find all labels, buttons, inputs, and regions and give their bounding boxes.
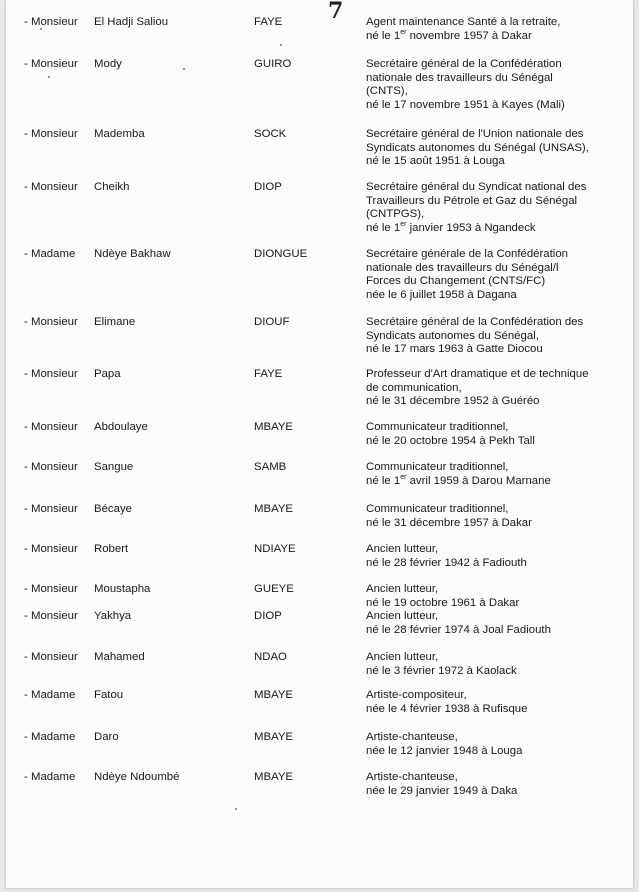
- description: [366, 503, 628, 530]
- description-line: de communication,: [366, 381, 462, 394]
- description-line: Forces du Changement (CNTS/FC): [366, 275, 546, 288]
- scan-speck: [48, 76, 50, 78]
- first-name: Elimane: [94, 316, 136, 328]
- salutation: - Monsieur: [24, 421, 78, 433]
- last-name: GUIRO: [254, 58, 292, 70]
- description-line: Ancien lutteur,: [366, 583, 439, 595]
- description-line: né le 1er novembre 1957 à Dakar: [366, 28, 532, 42]
- description-line: né le 17 novembre 1951 à Kayes (Mali): [366, 98, 565, 111]
- description: [366, 651, 628, 678]
- description: [366, 583, 628, 610]
- last-name: NDAO: [254, 651, 287, 663]
- description-line: Agent maintenance Santé à la retraite,: [366, 16, 561, 28]
- last-name: DIOP: [254, 610, 282, 622]
- description: [366, 461, 628, 488]
- first-name: Abdoulaye: [94, 421, 148, 433]
- salutation: - Monsieur: [24, 316, 78, 328]
- first-name: Mody: [94, 58, 122, 70]
- first-name: Fatou: [94, 689, 124, 701]
- description-line: Travailleurs du Pétrole et Gaz du Sénégal: [366, 194, 578, 207]
- description: [366, 181, 628, 235]
- description-line: Secrétaire général du Syndicat national des: [366, 181, 587, 193]
- salutation: - Madame: [24, 771, 76, 783]
- first-name: Ndèye Ndoumbé: [94, 771, 180, 783]
- description-line: né le 19 octobre 1961 à Dakar: [366, 596, 520, 609]
- salutation: - Monsieur: [24, 610, 78, 622]
- first-name: El Hadji Saliou: [94, 16, 169, 28]
- description-line: Communicateur traditionnel,: [366, 421, 509, 433]
- description-line: Artiste-chanteuse,: [366, 771, 458, 783]
- description-line: nationale des travailleurs du Sénégal: [366, 71, 553, 84]
- description: [366, 771, 628, 798]
- first-name: Bécaye: [94, 503, 132, 515]
- first-name: Yakhya: [94, 610, 132, 622]
- description: [366, 16, 628, 43]
- description-line: Communicateur traditionnel,: [366, 461, 509, 473]
- salutation: - Monsieur: [24, 181, 78, 193]
- description-line: Communicateur traditionnel,: [366, 503, 509, 515]
- description-line: né le 20 octobre 1954 à Pekh Tall: [366, 434, 535, 447]
- first-name: Mademba: [94, 128, 145, 140]
- first-name: Mahamed: [94, 651, 145, 663]
- description-line: Ancien lutteur,: [366, 651, 439, 663]
- last-name: MBAYE: [254, 503, 294, 515]
- description-line: née le 6 juillet 1958 à Dagana: [366, 288, 517, 301]
- first-name: Cheikh: [94, 181, 130, 193]
- salutation: - Madame: [24, 731, 76, 743]
- first-name: Sangue: [94, 461, 134, 473]
- scan-speck: [40, 28, 42, 30]
- scan-speck: [280, 44, 282, 46]
- description-line: Artiste-chanteuse,: [366, 731, 458, 743]
- description: [366, 421, 628, 448]
- description-line: né le 28 février 1942 à Fadiouth: [366, 556, 527, 569]
- description-line: Secrétaire général de l'Union nationale des: [366, 128, 584, 140]
- last-name: MBAYE: [254, 421, 294, 433]
- description-line: née le 29 janvier 1949 à Daka: [366, 784, 518, 797]
- scan-speck: [183, 68, 185, 70]
- last-name: SAMB: [254, 461, 287, 473]
- description-line: Ancien lutteur,: [366, 610, 439, 622]
- ordinal-superscript: er: [400, 473, 407, 481]
- last-name: GUEYE: [254, 583, 294, 595]
- description: [366, 689, 628, 716]
- description-line: née le 12 janvier 1948 à Louga: [366, 744, 523, 757]
- salutation: - Monsieur: [24, 583, 78, 595]
- description-line: née le 4 février 1938 à Rufisque: [366, 702, 528, 715]
- description-line: né le 31 décembre 1957 à Dakar: [366, 516, 532, 529]
- last-name: FAYE: [254, 16, 283, 28]
- first-name: Daro: [94, 731, 119, 743]
- description: [366, 731, 628, 758]
- salutation: - Monsieur: [24, 651, 78, 663]
- salutation: - Monsieur: [24, 461, 78, 473]
- salutation: - Monsieur: [24, 543, 78, 555]
- description-line: (CNTPGS),: [366, 208, 425, 221]
- description-line: né le 15 août 1951 à Louga: [366, 155, 505, 168]
- salutation: - Monsieur: [24, 368, 78, 380]
- salutation: - Monsieur: [24, 503, 78, 515]
- description-line: né le 1er janvier 1953 à Ngandeck: [366, 220, 536, 234]
- ordinal-superscript: er: [400, 28, 407, 36]
- last-name: FAYE: [254, 368, 283, 380]
- last-name: MBAYE: [254, 689, 294, 701]
- description-line: Syndicats autonomes du Sénégal (UNSAS),: [366, 141, 589, 154]
- first-name: Moustapha: [94, 583, 151, 595]
- description-line: (CNTS),: [366, 85, 408, 98]
- description: [366, 610, 628, 637]
- first-name: Ndèye Bakhaw: [94, 248, 171, 260]
- description-line: Secrétaire général de la Confédération des: [366, 316, 584, 328]
- description-line: Artiste-compositeur,: [366, 689, 467, 701]
- salutation: - Monsieur: [24, 16, 78, 28]
- description: [366, 58, 628, 112]
- salutation: - Madame: [24, 689, 76, 701]
- description-line: Secrétaire général de la Confédération: [366, 58, 562, 70]
- salutation: - Monsieur: [24, 58, 78, 70]
- last-name: DIOUF: [254, 316, 290, 328]
- last-name: NDIAYE: [254, 543, 296, 555]
- description-line: nationale des travailleurs du Sénégal/l: [366, 261, 559, 274]
- description: [366, 543, 628, 570]
- salutation: - Madame: [24, 248, 76, 260]
- last-name: MBAYE: [254, 771, 294, 783]
- description-line: Ancien lutteur,: [366, 543, 439, 555]
- description-line: Professeur d'Art dramatique et de technique: [366, 368, 589, 380]
- description: [366, 128, 628, 169]
- description: [366, 248, 628, 302]
- description-line: Syndicats autonomes du Sénégal,: [366, 329, 539, 342]
- ordinal-superscript: er: [400, 220, 407, 228]
- page-number: 7: [328, 0, 344, 24]
- document-page: [6, 0, 633, 888]
- description: [366, 316, 628, 357]
- description-line: né le 17 mars 1963 à Gatte Diocou: [366, 343, 543, 356]
- last-name: DIONGUE: [254, 248, 308, 260]
- description: [366, 368, 628, 409]
- description-line: né le 1er avril 1959 à Darou Marnane: [366, 473, 551, 487]
- first-name: Robert: [94, 543, 129, 555]
- last-name: MBAYE: [254, 731, 294, 743]
- scan-speck: [235, 808, 237, 810]
- description-line: Secrétaire générale de la Confédération: [366, 248, 569, 260]
- last-name: DIOP: [254, 181, 282, 193]
- description-line: né le 28 février 1974 à Joal Fadiouth: [366, 623, 551, 636]
- last-name: SOCK: [254, 128, 287, 140]
- description-line: né le 3 février 1972 à Kaolack: [366, 664, 517, 677]
- description-line: né le 31 décembre 1952 à Guéréo: [366, 395, 540, 408]
- salutation: - Monsieur: [24, 128, 78, 140]
- first-name: Papa: [94, 368, 121, 380]
